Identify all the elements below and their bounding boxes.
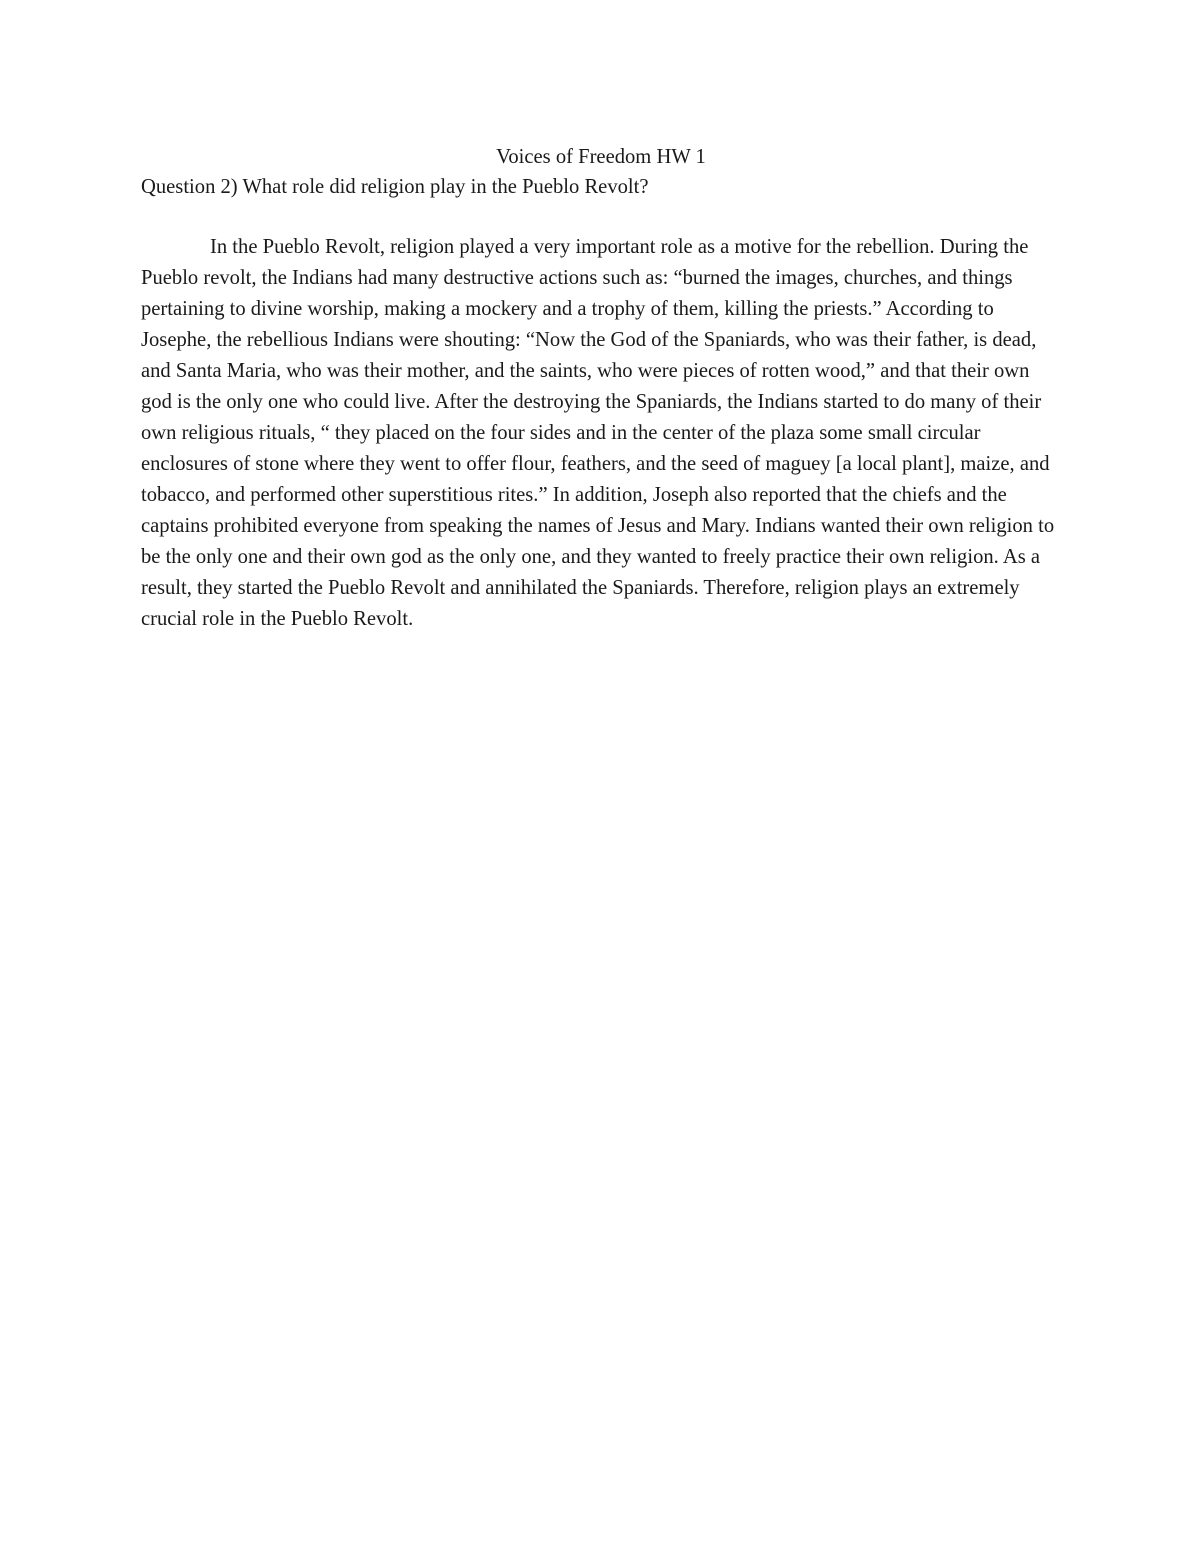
question-heading: Question 2) What role did religion play in the Pueblo Revolt? <box>141 176 649 198</box>
answer-paragraph: In the Pueblo Revolt, religion played a very important role as a motive for the rebellion. During the Pueblo revolt, the Indians had many destructive actions such as: “burned the images, churches, and things pertaining to divine worship, making a mockery and a trophy of them, killing the priests.” According to Josephe, the rebellious Indians were shouting: “Now the God of the Spaniards, who was their father, is dead, and Santa Maria, who was their mother, and the saints, who were pieces of rotten wood,” and that their own god is the only one who could live. After the destroying the Spaniards, the Indians started to do many of their own religious rituals, “ they placed on the four sides and in the center of the plaza some small circular enclosures of stone where they went to offer flour, feathers, and the seed of maguey [a local plant], maize, and tobacco, and performed other superstitious rites.” In addition, Joseph also reported that the chiefs and the captains prohibited everyone from speaking the names of Jesus and Mary. Indians wanted their own religion to be the only one and their own god as the only one, and they wanted to freely practice their own religion. As a result, they started the Pueblo Revolt and annihilated the Spaniards. Therefore, religion plays an extremely crucial role in the Pueblo Revolt. <box>141 236 1055 630</box>
document-title: Voices of Freedom HW 1 <box>496 146 706 168</box>
document-content <box>141 142 1061 635</box>
